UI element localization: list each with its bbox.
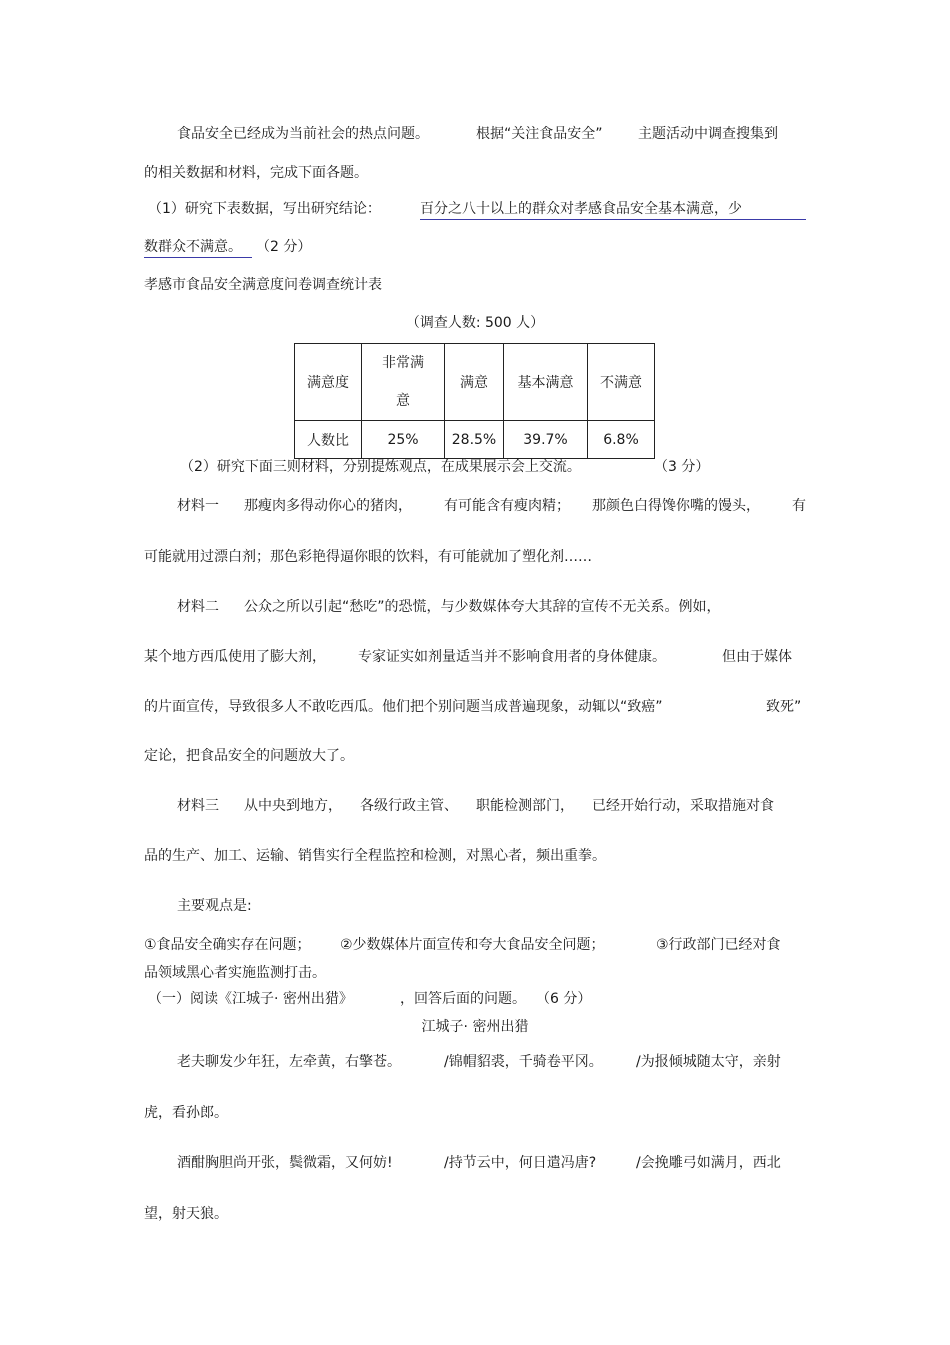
table-cell: 28.5% — [445, 421, 504, 459]
question-2-score: （3 分） — [654, 459, 710, 475]
table-caption: 孝感市食品安全满意度问卷调查统计表 — [144, 277, 382, 293]
material-2-text: 的片面宣传，导致很多人不敢吃西瓜。他们把个别问题当成普遍现象，动辄以“致癌” — [144, 699, 663, 715]
material-1-text: 有 — [792, 498, 806, 514]
question-1-prompt: （1）研究下表数据，写出研究结论： — [148, 201, 381, 217]
poem-line: /为报倾城随太守，亲射 — [636, 1054, 781, 1070]
material-3-label: 材料三 — [177, 798, 219, 814]
poem-line: 老夫聊发少年狂，左牵黄，右擎苍。 — [177, 1054, 401, 1070]
table-subtitle: （调查人数: 500 人） — [405, 315, 545, 331]
poem-line: 酒酣胸胆尚开张，鬓微霜，又何妨! — [177, 1155, 393, 1171]
material-2-text: 致死” — [766, 699, 802, 715]
viewpoint-text: ①食品安全确实存在问题； — [144, 937, 311, 953]
table-header-cell: 满意 — [445, 344, 504, 421]
poem-question-score: （6 分） — [536, 991, 592, 1007]
material-3-text: 从中央到地方， — [244, 798, 342, 814]
viewpoint-text: 品领域黑心者实施监测打击。 — [144, 965, 326, 981]
satisfaction-table — [294, 343, 655, 459]
poem-line: /会挽雕弓如满月，西北 — [636, 1155, 781, 1171]
table-cell: 25% — [362, 421, 445, 459]
table-header-cell: 基本满意 — [504, 344, 588, 421]
table-header-row — [295, 344, 655, 421]
viewpoints-heading: 主要观点是: — [177, 898, 252, 914]
material-1-text: 可能就用过漂白剂；那色彩艳得逼你眼的饮料，有可能就加了塑化剂…… — [144, 549, 592, 565]
poem-line: 虎，看孙郎。 — [144, 1105, 228, 1121]
material-1-text: 有可能含有瘦肉精； — [444, 498, 570, 514]
material-3-text: 品的生产、加工、运输、销售实行全程监控和检测，对黑心者，频出重拳。 — [144, 848, 606, 864]
poem-question-prompt: ，回答后面的问题。 — [400, 991, 526, 1007]
table-data-row — [295, 421, 655, 459]
material-2-text: 公众之所以引起“愁吃”的恐慌，与少数媒体夸大其辞的宣传不无关系。例如， — [244, 599, 721, 615]
material-2-text: 专家证实如剂量适当并不影响食用者的身体健康。 — [358, 649, 666, 665]
poem-question-prompt: （一）阅读《江城子· 密州出猎》 — [148, 991, 353, 1007]
table-cell: 6.8% — [588, 421, 655, 459]
question-2-prompt: （2）研究下面三则材料，分别提炼观点，在成果展示会上交流。 — [180, 459, 581, 475]
table-cell: 人数比 — [295, 421, 362, 459]
question-1-score: （2 分） — [256, 239, 312, 255]
poem-line: 望，射天狼。 — [144, 1206, 228, 1222]
intro-text: 根据“关注食品安全” — [476, 126, 603, 142]
poem-line: /锦帽貂裘，千骑卷平冈。 — [444, 1054, 603, 1070]
table-cell: 39.7% — [504, 421, 588, 459]
viewpoint-text: ②少数媒体片面宣传和夸大食品安全问题； — [340, 937, 605, 953]
poem-title: 江城子· 密州出猎 — [421, 1019, 529, 1035]
intro-text: 食品安全已经成为当前社会的热点问题。 — [177, 126, 429, 142]
material-1-text: 那颜色白得馋你嘴的馒头， — [592, 498, 760, 514]
viewpoint-text: ③行政部门已经对食 — [656, 937, 781, 953]
question-1-answer: 数群众不满意。 — [144, 237, 252, 258]
table-header-cell: 非常满 意 — [362, 344, 445, 421]
material-2-text: 但由于媒体 — [722, 649, 792, 665]
material-2-text: 定论，把食品安全的问题放大了。 — [144, 748, 354, 764]
material-3-text: 已经开始行动，采取措施对食 — [592, 798, 774, 814]
material-3-text: 各级行政主管、 — [360, 798, 458, 814]
table-header-cell: 不满意 — [588, 344, 655, 421]
intro-text: 主题活动中调查搜集到 — [638, 126, 778, 142]
material-1-label: 材料一 — [177, 498, 219, 514]
material-1-text: 那瘦肉多得动你心的猪肉， — [244, 498, 412, 514]
material-2-text: 某个地方西瓜使用了膨大剂， — [144, 649, 326, 665]
material-2-label: 材料二 — [177, 599, 219, 615]
table-header-cell: 满意度 — [295, 344, 362, 421]
intro-text: 的相关数据和材料，完成下面各题。 — [144, 165, 368, 181]
question-1-answer: 百分之八十以上的群众对孝感食品安全基本满意，少 — [420, 199, 806, 220]
poem-line: /持节云中，何日遣冯唐? — [444, 1155, 597, 1171]
material-3-text: 职能检测部门， — [476, 798, 574, 814]
